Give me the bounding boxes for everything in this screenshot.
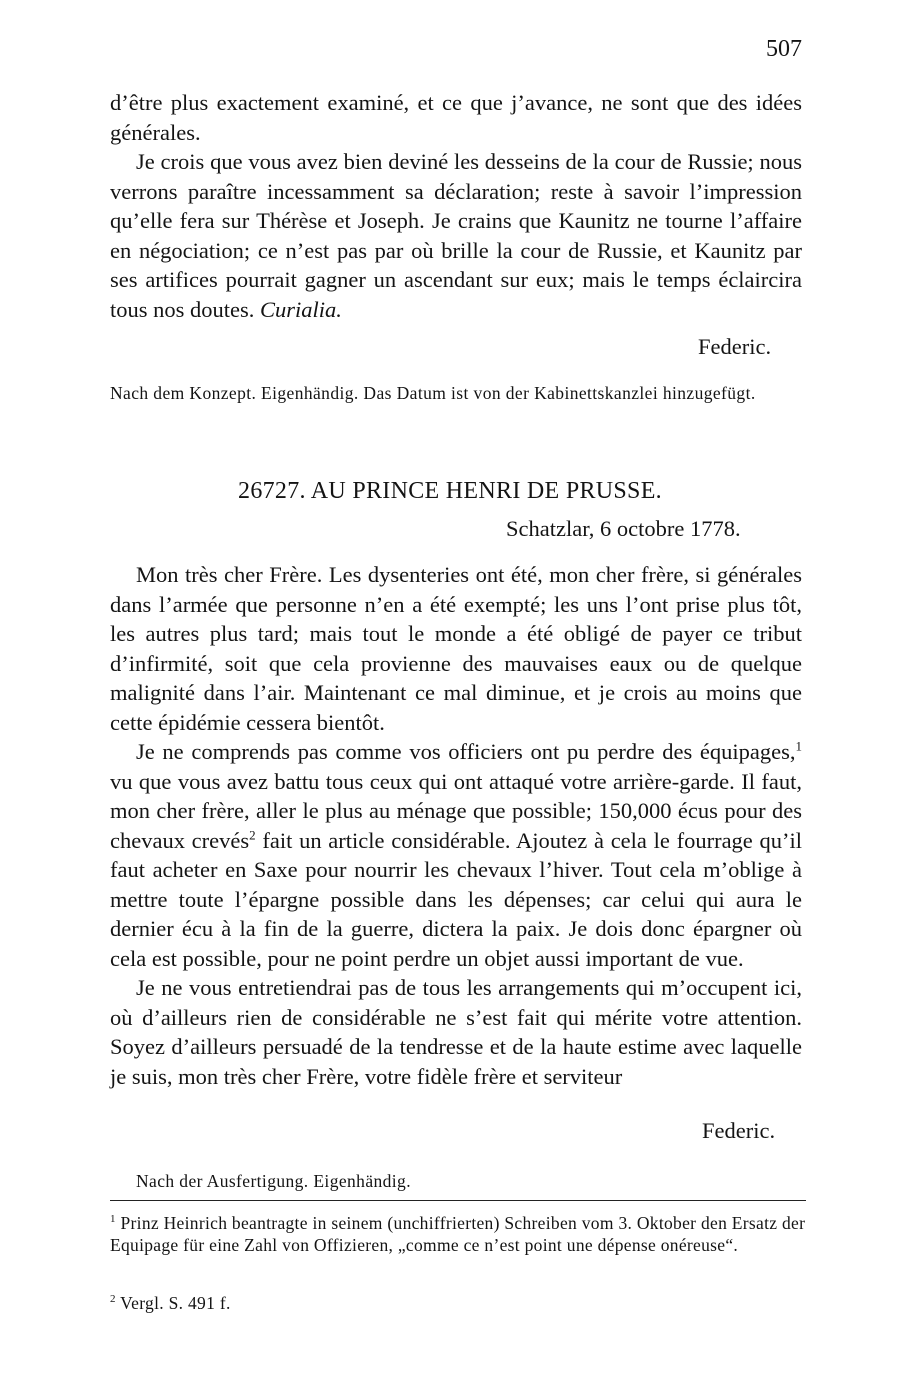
footnote-2-mark: 2 xyxy=(110,1293,116,1306)
letter-1-source-note: Nach dem Konzept. Eigenhändig. Das Datum ist von der Kabinettskanzlei hinzugefügt. xyxy=(110,383,756,403)
footnote-1-text: Prinz Heinrich beantragte in seinem (unchiffrierten) Schreiben vom 3. Oktober den Ersatz der Equipage für eine Zahl von Offizieren, „comme ce n’est point une dépense onéreuse“. xyxy=(110,1213,806,1255)
letter-2-dateline: Schatzlar, 6 octobre 1778. xyxy=(506,516,741,541)
letter-1-paragraph-2-text: Je crois que vous avez bien deviné les desseins de la cour de Russie; nous verrons paraître incessamment sa déclaration; reste à savoir l’impression qu’elle fera sur Thérèse et Joseph. Je crains que Kaunitz ne tourne l’affaire en négociation; ce n’est pas par où brille la cour de Russie, et Kaunitz par ses artifices pourrait gagner un ascendant sur eux; mais le temps éclaircira tous nos doutes. xyxy=(110,149,802,322)
letter-1-body xyxy=(110,88,802,324)
letter-1-paragraph-1: d’être plus exactement examiné, et ce que j’avance, ne sont que des idées générales. xyxy=(110,90,802,145)
footnote-ref-1: 1 xyxy=(795,738,802,754)
footnote-1-mark: 1 xyxy=(110,1213,116,1226)
letter-2-heading: 26727. AU PRINCE HENRI DE PRUSSE. xyxy=(238,478,662,504)
letter-2-paragraph-2-part-b: vu que vous avez battu tous ceux qui ont attaqué votre arrière-garde. Il faut, mon cher frère, aller le plus au ménage que possible; 150,000 écus pour des chevaux crevés xyxy=(110,768,802,853)
letter-2-paragraph-2 xyxy=(110,737,802,973)
footnote-divider xyxy=(110,1200,806,1201)
footnote-2 xyxy=(110,1292,810,1314)
page-number: 507 xyxy=(766,36,802,62)
letter-2-body xyxy=(110,560,802,1091)
footnote-ref-2: 2 xyxy=(249,827,256,842)
footnote-1 xyxy=(110,1212,810,1256)
letter-2-paragraph-2-part-a: Je ne comprends pas comme vos officiers ont pu perdre des équipages, xyxy=(136,739,796,764)
letter-1-paragraph-2 xyxy=(110,147,802,324)
letter-2-signature: Federic. xyxy=(702,1118,776,1143)
letter-2-paragraph-2-part-c: fait un article considérable. Ajoutez à cela le fourrage qu’il faut acheter en Saxe pour nourrir les chevaux l’hiver. Tout cela m’oblige à mettre toute l’épargne possible dans les dépenses; car celui qui aura le dernier écu à la fin de la guerre, dictera la paix. Je dois donc épargner où cela est possible, pour ne point perdre un objet aussi important de vue. xyxy=(110,827,803,971)
letter-1-signature: Federic. xyxy=(698,334,772,359)
letter-2-source-note: Nach der Ausfertigung. Eigenhändig. xyxy=(136,1171,411,1191)
letter-2-paragraph-3: Je ne vous entretiendrai pas de tous les arrangements qui m’occupent ici, où d’ailleurs rien de considérable ne s’est fait qui mérite votre attention. Soyez d’ailleurs persuadé de la tendresse et de la haute estime avec laquelle je suis, mon très cher Frère, votre fidèle frère et serviteur xyxy=(110,975,802,1089)
letter-2-paragraph-1: Mon très cher Frère. Les dysenteries ont été, mon cher frère, si générales dans l’armée que personne n’en a été exempté; les uns l’ont prise plus tôt, les autres plus tard; mais tout le monde a été obligé de payer ce tribut d’infirmité, soit que cela provienne des mauvaises eaux ou de quelque malignité dans l’air. Maintenant ce mal diminue, et je crois au moins que cette épidémie cessera bientôt. xyxy=(110,562,802,735)
curialia: Curialia. xyxy=(260,296,342,322)
footnote-2-text: Vergl. S. 491 f. xyxy=(120,1293,231,1313)
